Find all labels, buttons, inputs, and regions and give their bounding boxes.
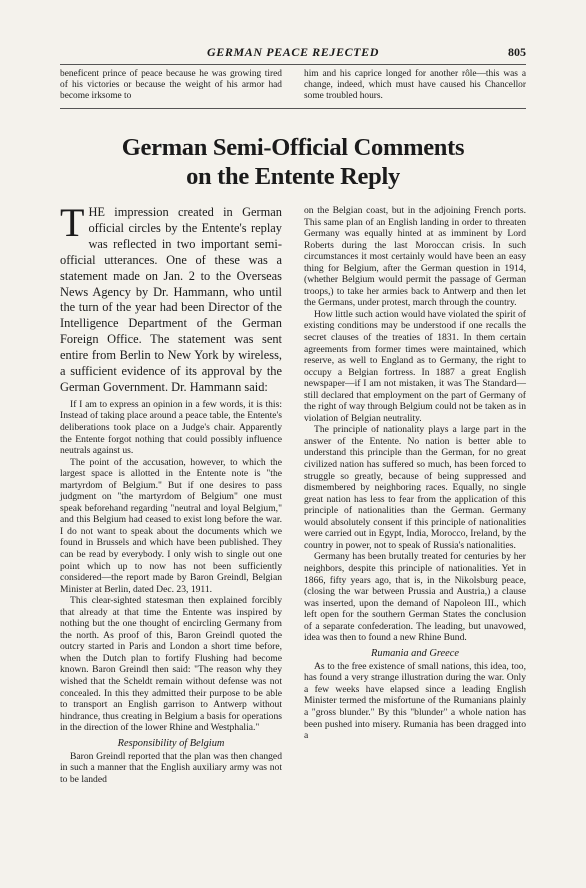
body-paragraph: As to the free existence of small nations, this idea, too, has found a very strange illustration during the war. Only a few weeks have elapsed since a leading English Minister termed the misfortune of the Rumanians plainly a "gross blunder." By this "blunder" a whole nation has been pushed into misery. Rumania has been dragged into a — [304, 660, 526, 742]
lead-text: HE impression created in German official circles by the Entente's replay was reflected in two important semi-official utterances. One of these was a statement made on Jan. 2 to the Overseas News Agency by Dr. Hammann, who until the turn of the year had been Director of the Intelligence Department of the German Foreign Office. The statement was sent entire from Berlin to New York by wireless, a sufficient evidence of its approval by the German Government. Dr. Hammann said: — [60, 205, 282, 394]
header-rule — [60, 64, 526, 65]
article-left-column — [60, 200, 282, 785]
section-subhead: Responsibility of Belgium — [117, 737, 225, 749]
article-headline — [60, 133, 526, 191]
running-header — [60, 45, 526, 61]
section-subhead: Rumania and Greece — [371, 647, 459, 659]
continuation-left-column: beneficent prince of peace because he was growing tired of his victories or because the weight of his armor had become irksome to — [60, 69, 282, 101]
drop-cap: T — [60, 200, 85, 245]
section-divider — [60, 108, 526, 109]
body-paragraph: The principle of nationality plays a large part in the answer of the Entente. No nation is better able to understand this principle than the German, for no great civilized nation has suffered so much, has been forced to struggle so greatly, because of being suppressed and dismembered by neighboring races. Equally, no single great nation has less to fear from the application of this principle of nationalities than the German. Germany would absolutely consent if this principle of nationalities were carried out in Egypt, India, Morocco, Ireland, by the country in power, not to speak of Russia's nationalities. — [304, 424, 526, 551]
headline-line-2: on the Entente Reply — [186, 163, 400, 190]
body-paragraph: If I am to express an opinion in a few words, it is this: Instead of taking place around a peace table, the Entente's deliberations took place on a Judge's chair. Apparently the Entente forgot nothing that could possibly influence neutrals against us. — [60, 398, 282, 457]
headline-line-1: German Semi-Official Comments — [121, 134, 465, 161]
body-paragraph: on the Belgian coast, but in the adjoining French ports. This same plan of an English landing in order to threaten Germany was equally hinted at as imminent by Lord Roberts during the last Moroccan crisis. In such circumstances it most certainly would have been an easy thing for Belgium, after the German question in 1914, (whether Belgium would permit the passage of German troops,) to take her armies back to Antwerp and then let the Germans, under protest, march through the country. — [304, 205, 526, 309]
continuation-right-column: him and his caprice longed for another rôle—this was a change, indeed, which must have caused his Chancellor some troubled hours. — [304, 69, 526, 101]
page-number: 805 — [508, 45, 526, 59]
body-paragraph: Baron Greindl reported that the plan was then changed in such a manner that the English auxiliary army was not to be landed — [60, 750, 282, 785]
previous-article-continuation — [60, 69, 526, 102]
body-paragraph: The point of the accusation, however, to which the largest space is allotted in the Entente note is "the martyrdom of Belgium." But if one desires to pass judgment on "the martyrdom of Belgium" one must speak beforehand regarding "neutral and loyal Belgium," and this Belgium had ceased to exist long before the war. I do not want to speak about the documents which we found in Brussels and which have been published. They can be read by everybody. I only wish to single out one point which up to now has not been sufficiently considered—the report made by Baron Greindl, Belgian Minister at Berlin, dated Dec. 23, 1911. — [60, 456, 282, 595]
article-right-column — [304, 205, 526, 785]
body-paragraph: Germany has been brutally treated for centuries by her neighbors, despite this principle of nationalities. Yet in 1866, fifty years ago, that is, in the Nikolsburg peace, (closing the war between Prussia and Austria,) a clause was inserted, upon the demand of Napoleon III., which left open for the southern German States the conclusion of a separate confederation. The leading, but unavowed, idea was then to found a new Rhine Bund. — [304, 551, 526, 644]
body-paragraph: This clear-sighted statesman then explained forcibly that already at that time the Entente was inspired by nothing but the one thought of encircling Germany from the north. As proof of this, Baron Greindl quoted the outcry started in Paris and London a short time before, when the Dutch plan to fortify Flushing had become known. Baron Greindl then said: "The reason why they wished that the Scheldt remain without defense was not concealed. In this they admitted their purpose to be able to transport an English garrison to Antwerp without hindrance, thus creating in Belgium a basis for operations in the direction of the lower Rhine and Westphalia." — [60, 595, 282, 734]
article-body — [60, 200, 526, 785]
body-paragraph: How little such action would have violated the spirit of existing conditions may be understood if one recalls the secret clauses of the treaties of 1831. In them certain agreements from former times were maintained, which reserve, as well to England as to Germany, the right to occupy a Belgian fortress. In 1887 a great English newspaper—if I am not mistaken, it was The Standard—still declared that employment on the part of Germany of the right of way through Belgium could not be taken as in violation of Belgian neutrality. — [304, 308, 526, 424]
running-title: GERMAN PEACE REJECTED — [207, 45, 379, 59]
lead-paragraph — [60, 200, 282, 396]
